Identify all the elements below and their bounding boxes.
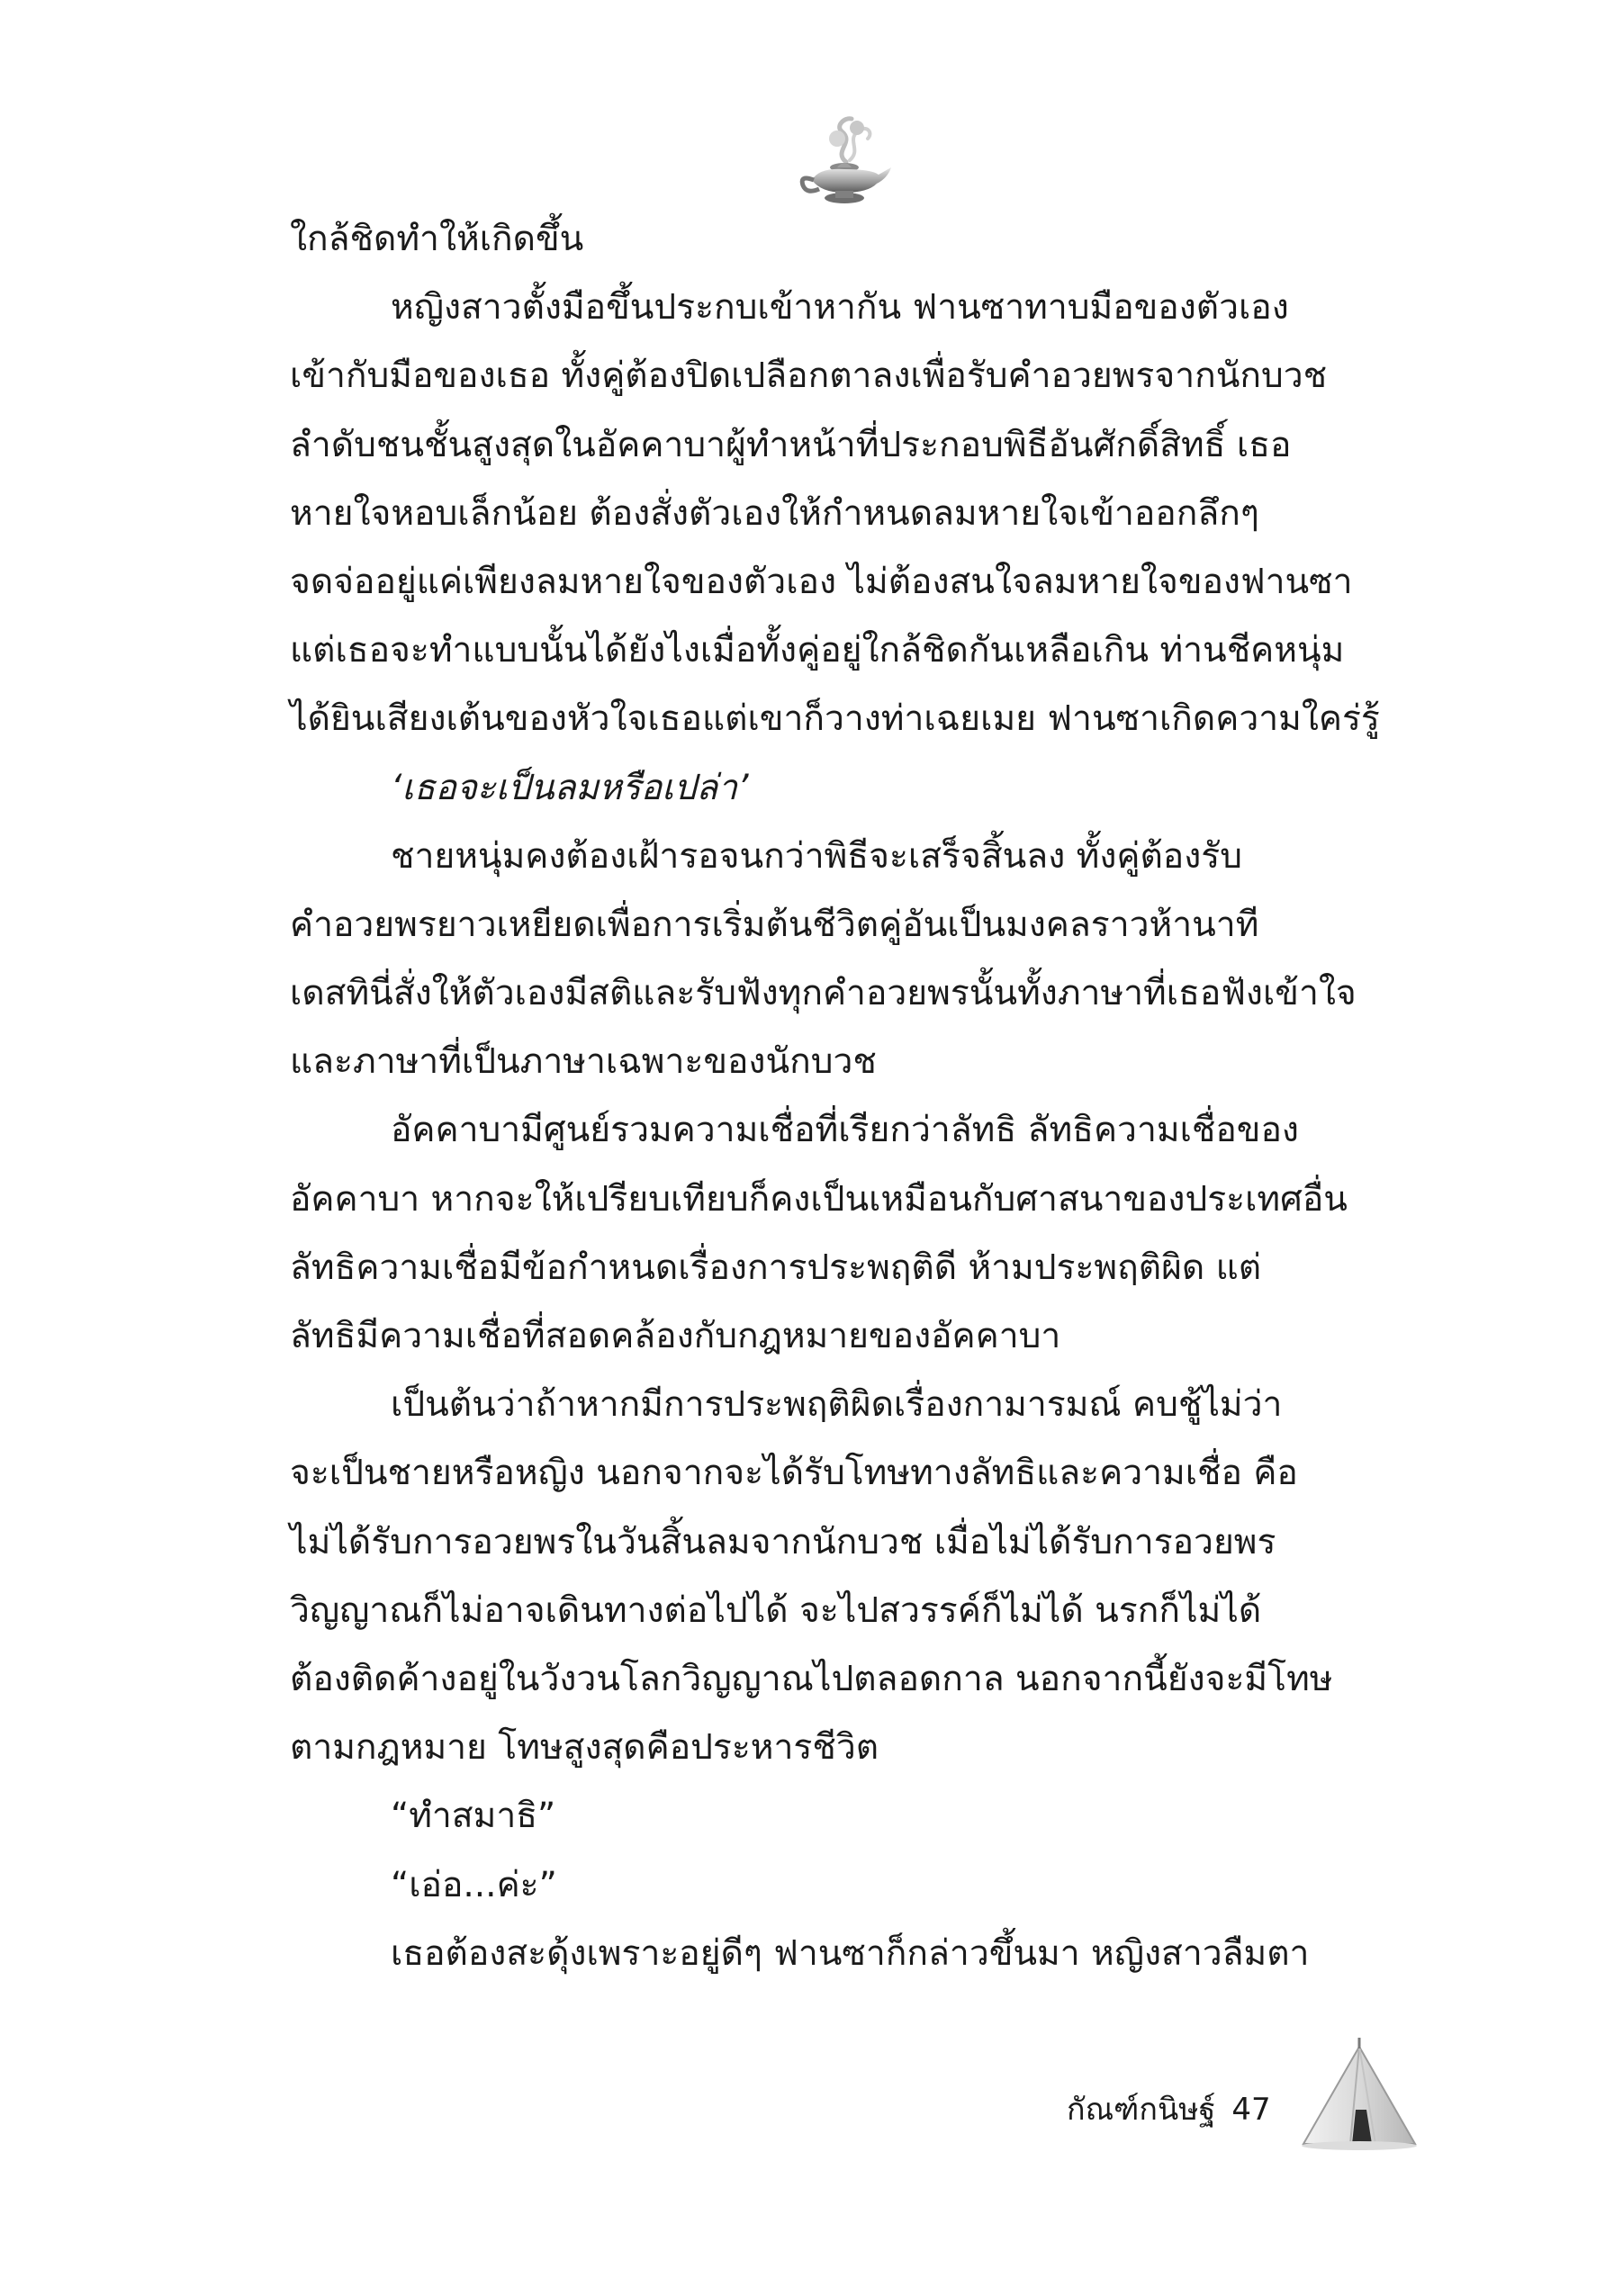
text-line: ลัทธิมีความเชื่อที่สอดคล้องกับกฎหมายของอัคคาบา — [290, 1316, 1061, 1356]
text-line: อัคคาบา หากจะให้เปรียบเทียบก็คงเป็นเหมือนกับศาสนาของประเทศอื่น — [290, 1178, 1348, 1220]
text-line-italic-thought: ‘เธอจะเป็นลมหรือเปล่า’ — [391, 767, 749, 808]
text-line: หายใจหอบเล็กน้อย ต้องสั่งตัวเองให้กำหนดลมหายใจเข้าออกลึกๆ — [290, 492, 1259, 534]
text-line: อัคคาบามีศูนย์รวมความเชื่อที่เรียกว่าลัทธิ ลัทธิความเชื่อของ — [391, 1110, 1299, 1151]
text-line-dialogue: “เอ่อ...ค่ะ” — [391, 1864, 557, 1905]
text-line: ชายหนุ่มคงต้องเฝ้ารอจนกว่าพิธีจะเสร็จสิ้นลง ทั้งคู่ต้องรับ — [391, 835, 1242, 877]
text-line: เดสทินี่สั่งให้ตัวเองมีสติและรับฟังทุกคำอวยพรนั้นทั้งภาษาที่เธอฟังเข้าใจ — [290, 973, 1357, 1014]
text-line: ลัทธิความเชื่อมีข้อกำหนดเรื่องการประพฤติดี ห้ามประพฤติผิด แต่ — [290, 1247, 1262, 1288]
text-line: ต้องติดค้างอยู่ในวังวนโลกวิญญาณไปตลอดกาล นอกจากนี้ยังจะมีโทษ — [290, 1658, 1333, 1699]
text-line: จะเป็นชายหรือหญิง นอกจากจะได้รับโทษทางลัทธิและความเชื่อ คือ — [290, 1453, 1298, 1494]
text-line: ไม่ได้รับการอวยพรในวันสิ้นลมจากนักบวช เมื่อไม่ได้รับการอวยพร — [290, 1521, 1276, 1562]
book-title: กัณฑ์กนิษฐ์ — [1067, 2092, 1216, 2128]
text-line: วิญญาณก็ไม่อาจเดินทางต่อไปได้ จะไปสวรรค์ก็ไม่ได้ นรกก็ไม่ได้ — [290, 1589, 1262, 1631]
text-line: ใกล้ชิดทำให้เกิดขึ้น — [290, 219, 584, 259]
page-footer — [1067, 2083, 1271, 2137]
text-line: เป็นต้นว่าถ้าหากมีการประพฤติผิดเรื่องกามารมณ์ คบชู้ไม่ว่า — [391, 1384, 1283, 1426]
text-line: หญิงสาวตั้งมือขึ้นประกบเข้าหากัน ฟานซาทาบมือของตัวเอง — [391, 287, 1289, 329]
page-number: 47 — [1231, 2092, 1271, 2128]
body-text — [290, 205, 1415, 1988]
tent-icon — [1296, 2034, 1422, 2160]
genie-lamp-icon — [792, 108, 900, 216]
text-line: เข้ากับมือของเธอ ทั้งคู่ต้องปิดเปลือกตาลงเพื่อรับคำอวยพรจากนักบวช — [290, 356, 1328, 397]
text-line: และภาษาที่เป็นภาษาเฉพาะของนักบวช — [290, 1041, 877, 1083]
text-line: แต่เธอจะทำแบบนั้นได้ยังไงเมื่อทั้งคู่อยู่ใกล้ชิดกันเหลือเกิน ท่านชีคหนุ่ม — [290, 630, 1345, 671]
text-line: ได้ยินเสียงเต้นของหัวใจเธอแต่เขาก็วางท่าเฉยเมย ฟานซาเกิดความใคร่รู้ — [290, 698, 1380, 740]
text-line: คำอวยพรยาวเหยียดเพื่อการเริ่มต้นชีวิตคู่อันเป็นมงคลราวห้านาที — [290, 904, 1259, 945]
text-line: ลำดับชนชั้นสูงสุดในอัคคาบาผู้ทำหน้าที่ประกอบพิธีอันศักดิ์สิทธิ์ เธอ — [290, 424, 1292, 465]
text-line-dialogue: “ทำสมาธิ” — [391, 1796, 556, 1837]
text-line: ตามกฎหมาย โทษสูงสุดคือประหารชีวิต — [290, 1727, 879, 1769]
text-line: จดจ่ออยู่แค่เพียงลมหายใจของตัวเอง ไม่ต้องสนใจลมหายใจของฟานซา — [290, 561, 1353, 602]
text-line: เธอต้องสะดุ้งเพราะอยู่ดีๆ ฟานซาก็กล่าวขึ้นมา หญิงสาวลืมตา — [391, 1932, 1310, 1974]
